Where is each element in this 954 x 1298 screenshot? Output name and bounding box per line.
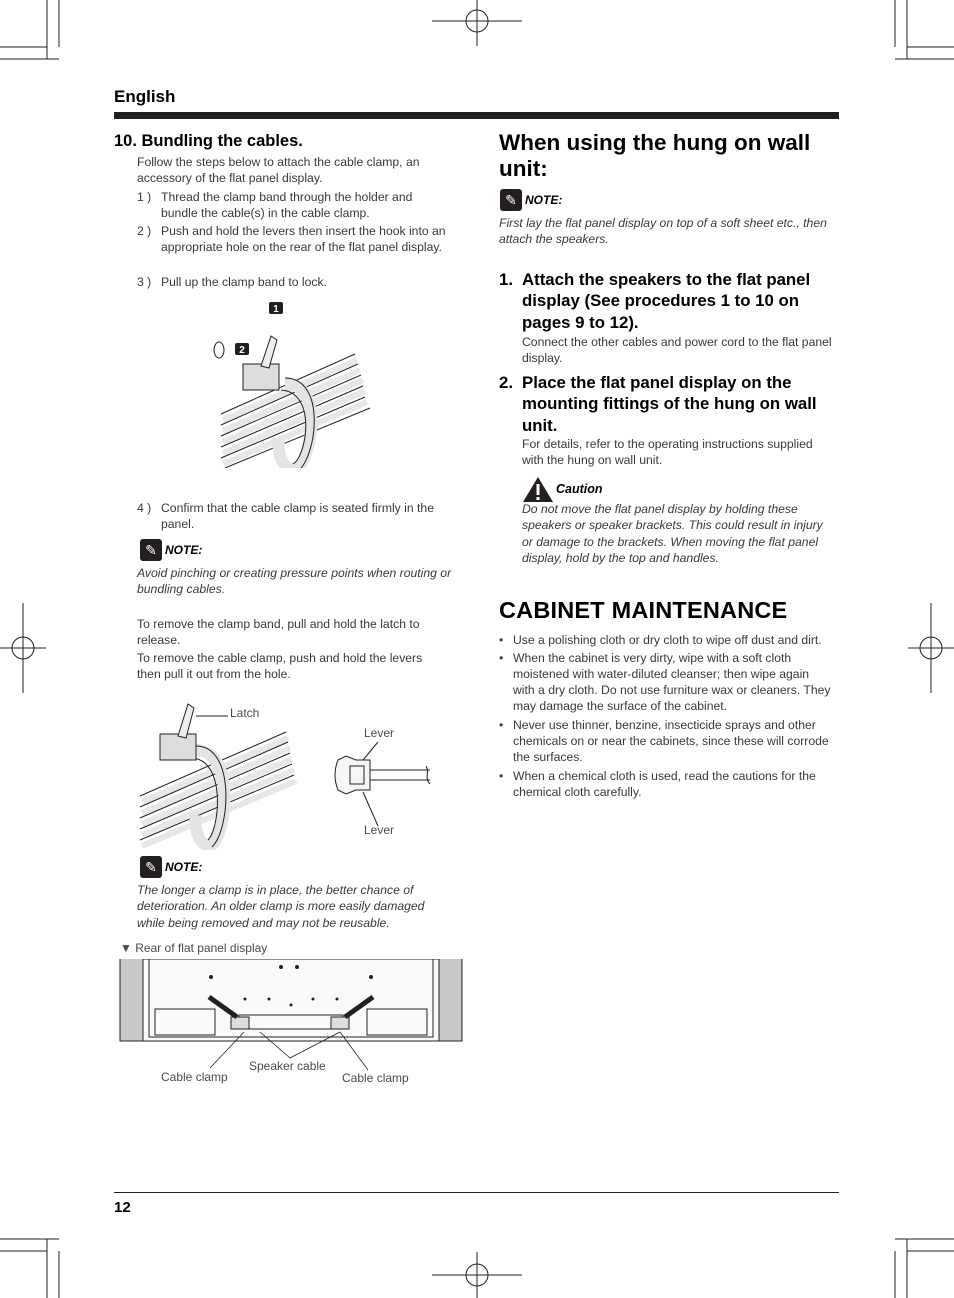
step-text: Confirm that the cable clamp is seated firmly in the panel. [161,501,434,532]
page-number: 12 [114,1199,131,1216]
remove-clamp-text: To remove the cable clamp, push and hold the levers then pull it out from the hole. [137,651,423,682]
caution-text: Do not move the flat panel display by holding these speakers or speaker brackets. This could result in injury or damage to the brackets. When moving the flat panel display, hold by the top and handles. [522,502,823,565]
item-number: 1. [499,270,513,289]
item-text: Connect the other cables and power cord to the flat panel display. [522,335,832,366]
note-label: NOTE: [525,193,563,207]
pencil-note-icon: ✎ [500,189,522,211]
lever-label: Lever [364,726,395,740]
remove-band-text: To remove the clamp band, pull and hold the latch to release. [137,617,420,648]
caution-heading [522,475,603,503]
language-label: English [114,87,176,106]
note-heading [500,189,562,211]
pencil-note-icon: ✎ [140,856,162,878]
callout-badge: 2 [239,345,245,356]
caution-label: Caution [556,482,603,496]
step-text: Push and hold the levers then insert the hook into an appropriate hole on the rear of the flat panel display. [161,224,446,255]
step-number: 4 ) [137,501,152,515]
footer-rule [114,1192,839,1193]
cable-clamp-label: Cable clamp [342,1071,409,1085]
warning-triangle-icon [522,475,554,503]
item-title: Attach the speakers to the flat panel display (See procedures 1 to 10 on pages 9 to 12). [522,270,811,332]
cabinet-maintenance-title: CABINET MAINTENANCE [499,597,788,623]
step-text: Pull up the clamp band to lock. [161,275,327,289]
step-number: 3 ) [137,275,152,289]
bullet-text: Never use thinner, benzine, insecticide sprays and other chemicals on or near the cabinets, since these will corrode the surfaces. [513,718,829,765]
wall-unit-title: When using the hung on wall unit: [499,130,811,181]
note-text: First lay the flat panel display on top of a soft sheet etc., then attach the speakers. [499,216,827,247]
speaker-cable-label: Speaker cable [249,1059,326,1073]
note-heading [140,856,202,878]
bullet-text: Use a polishing cloth or dry cloth to wipe off dust and dirt. [513,633,822,647]
item-number: 2. [499,373,513,392]
item-text: For details, refer to the operating instructions supplied with the hung on wall unit. [522,437,813,468]
step-number: 1 ) [137,190,152,204]
latch-label: Latch [230,706,260,720]
note-text: The longer a clamp is in place, the better chance of deterioration. An older clamp is more easily damaged while being removed and may not be reusable. [137,883,425,930]
item-title: Place the flat panel display on the mounting fittings of the hung on wall unit. [522,373,817,435]
pencil-note-icon: ✎ [140,539,162,561]
callout-badge: 1 [273,304,279,315]
header-rule [114,112,839,119]
note-text: Avoid pinching or creating pressure points when routing or bundling cables. [137,566,452,597]
bullet-text: When a chemical cloth is used, read the cautions for the chemical cloth carefully. [513,769,816,800]
note-label: NOTE: [165,543,203,557]
lever-label: Lever [364,823,395,837]
step-text: Thread the clamp band through the holder and bundle the cable(s) in the cable clamp. [161,190,413,221]
step-number: 2 ) [137,224,152,238]
figure-caption: ▼ Rear of flat panel display [120,941,268,955]
bullet-text: When the cabinet is very dirty, wipe with a soft cloth moistened with water-diluted cleanser; then wipe again with a dry cloth. Do not use furniture wax or cleaners. They may damage the surface of the cabinet. [513,651,831,714]
cable-clamp-label: Cable clamp [161,1070,228,1084]
cable-clamp-illustration [205,298,385,468]
note-heading [140,539,202,561]
note-label: NOTE: [165,860,203,874]
step10-title: 10. Bundling the cables. [114,132,303,150]
step10-intro: Follow the steps below to attach the cable clamp, an accessory of the flat panel display. [137,155,420,186]
